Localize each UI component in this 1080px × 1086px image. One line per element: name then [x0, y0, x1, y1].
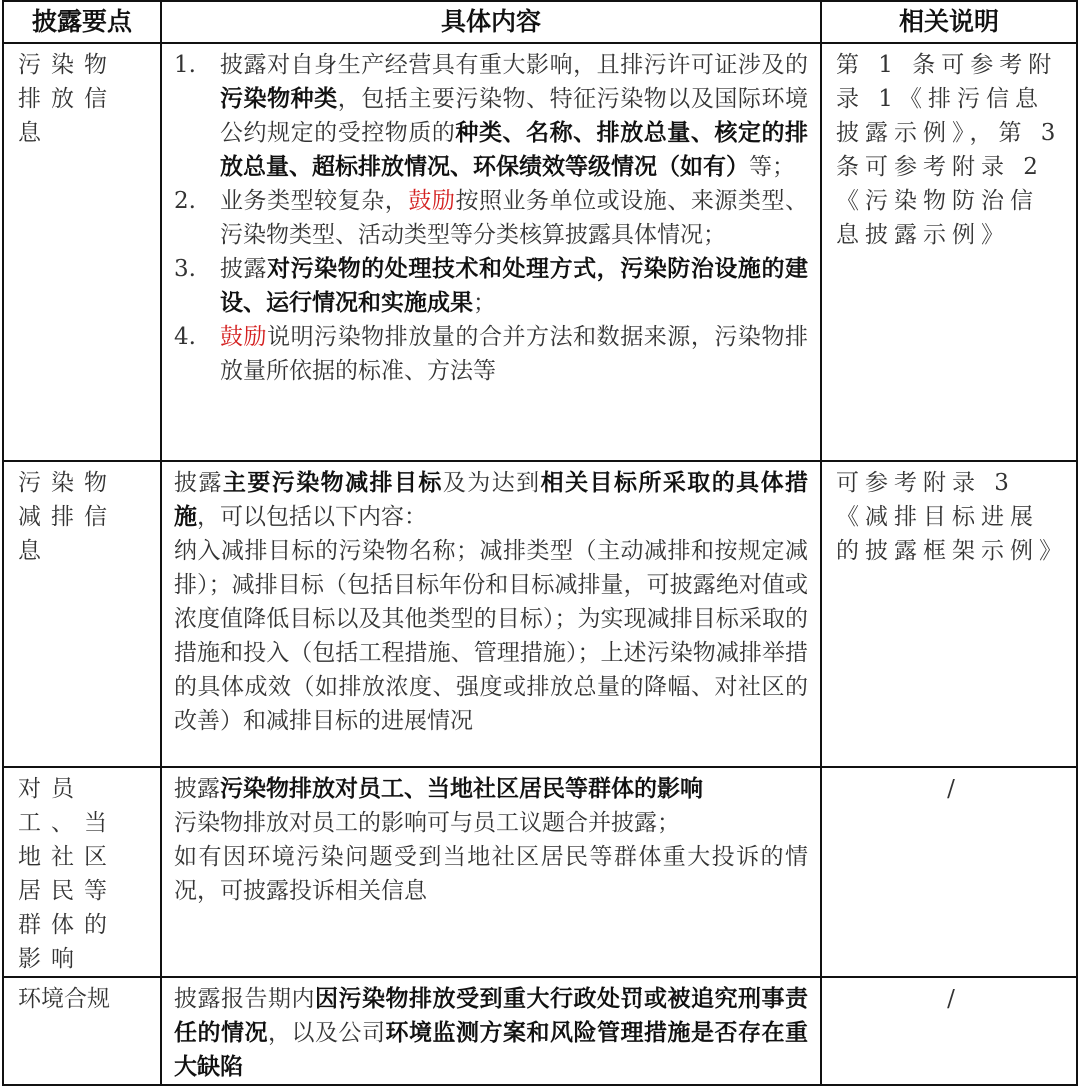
body-text: 披露: [174, 470, 223, 496]
body-text: ，可以包括以下内容：: [197, 504, 427, 530]
row-label-pollutant-emission: 污染物排放信息: [3, 43, 161, 461]
row-content-emission-reduction: [161, 461, 821, 767]
table-row: [3, 767, 1077, 977]
table-row: [3, 977, 1077, 1085]
body-text: 披露报告期内: [174, 986, 315, 1012]
impact-line-complaints: 如有因环境污染问题受到当地社区居民等群体重大投诉的情况，可披露投诉相关信息: [174, 844, 808, 904]
body-text: 业务类型较复杂，: [220, 188, 409, 214]
emphasis-text: 因污染物排放受到重大行政处罚或被追究刑事责任的情况: [174, 985, 808, 1046]
item-number: 1.: [174, 52, 196, 78]
item-text: [220, 252, 808, 320]
emphasis-text: 对污染物的处理技术和处理方式，污染防治设施的建设、运行情况和实施成果: [220, 255, 809, 316]
emphasis-text: 污染物种类: [220, 85, 338, 112]
header-disclosure-point: 披露要点: [3, 1, 161, 43]
table-row: [3, 461, 1077, 767]
reduction-body: 纳入减排目标的污染物名称；减排类型（主动减排和按规定减排）；减排目标（包括目标年份和目标减排量，可披露绝对值或浓度值降低目标以及其他类型的目标）；为实现减排目标采取的措施和投入（包括工程措施、管理措施）；上述污染物减排举措的具体成效（如排放浓度、强度或排放总量的降幅、对社区的改善）和减排目标的进展情况: [174, 538, 808, 734]
row-note-community-impact: /: [821, 767, 1077, 977]
emphasis-text: 污染物排放对员工、当地社区居民等群体的影响: [220, 775, 703, 802]
item-number: 2.: [174, 188, 196, 214]
item-text: [220, 48, 808, 184]
body-text: 披露对自身生产经营具有重大影响，且排污许可证涉及的: [220, 52, 808, 78]
row-note-emission-reduction: 可参考附录 3《减排目标进展的披露框架示例》: [821, 461, 1077, 767]
item-text: [220, 184, 808, 252]
impact-line-employees: 污染物排放对员工的影响可与员工议题合并披露；: [174, 810, 680, 836]
emphasis-text: 环境监测方案和风险管理措施是否存在重大缺陷: [174, 1019, 808, 1080]
highlight-text: 鼓励: [408, 188, 456, 214]
item-text: [220, 320, 808, 388]
body-text: 等；: [749, 154, 795, 180]
header-specific-content: 具体内容: [161, 1, 821, 43]
emphasis-text: 种类、名称、排放总量、核定的排放总量、超标排放情况、环保绩效等级情况（如有）: [220, 119, 809, 180]
row-content-community-impact: [161, 767, 821, 977]
row-note-pollutant-emission: 第 1 条可参考附录 1《排污信息披露示例》，第 3 条可参考附录 2《污染物防治信息披露示例》: [821, 43, 1077, 461]
reduction-intro: [174, 466, 808, 534]
row-content-environmental-compliance: [161, 977, 821, 1085]
body-text: 及为达到: [442, 470, 541, 496]
table-row: [3, 43, 1077, 461]
body-text: 披露: [220, 256, 268, 282]
header-related-notes: 相关说明: [821, 1, 1077, 43]
impact-intro: [174, 772, 808, 806]
body-text: ，以及公司: [268, 1020, 386, 1046]
list-item: [174, 48, 808, 184]
body-text: 说明污染物排放量的合并方法和数据来源，污染物排放量所依据的标准、方法等: [220, 324, 809, 384]
item-number: 4.: [174, 324, 196, 350]
emission-item-list: [174, 48, 808, 388]
row-label-emission-reduction: 污染物减排信息: [3, 461, 161, 767]
body-text: ；: [473, 290, 496, 316]
disclosure-table: [2, 0, 1078, 1086]
row-label-environmental-compliance: 环境合规: [3, 977, 161, 1085]
list-item: [174, 184, 808, 252]
header-row: [3, 1, 1077, 43]
emphasis-text: 主要污染物减排目标: [222, 469, 443, 496]
body-text: 按照业务单位或设施、来源类型、污染物类型、活动类型等分类核算披露具体情况；: [220, 188, 809, 248]
list-item: [174, 320, 808, 388]
highlight-text: 鼓励: [220, 324, 268, 350]
body-text: 披露: [174, 776, 220, 802]
emphasis-text: 相关目标所采取的具体措施: [174, 469, 809, 530]
row-content-pollutant-emission: [161, 43, 821, 461]
row-label-community-impact: 对员工、当地社区居民等群体的影响: [3, 767, 161, 977]
row-note-environmental-compliance: /: [821, 977, 1077, 1085]
item-number: 3.: [174, 256, 196, 282]
list-item: [174, 252, 808, 320]
body-text: ，包括主要污染物、特征污染物以及国际环境公约规定的受控物质的: [220, 86, 809, 146]
